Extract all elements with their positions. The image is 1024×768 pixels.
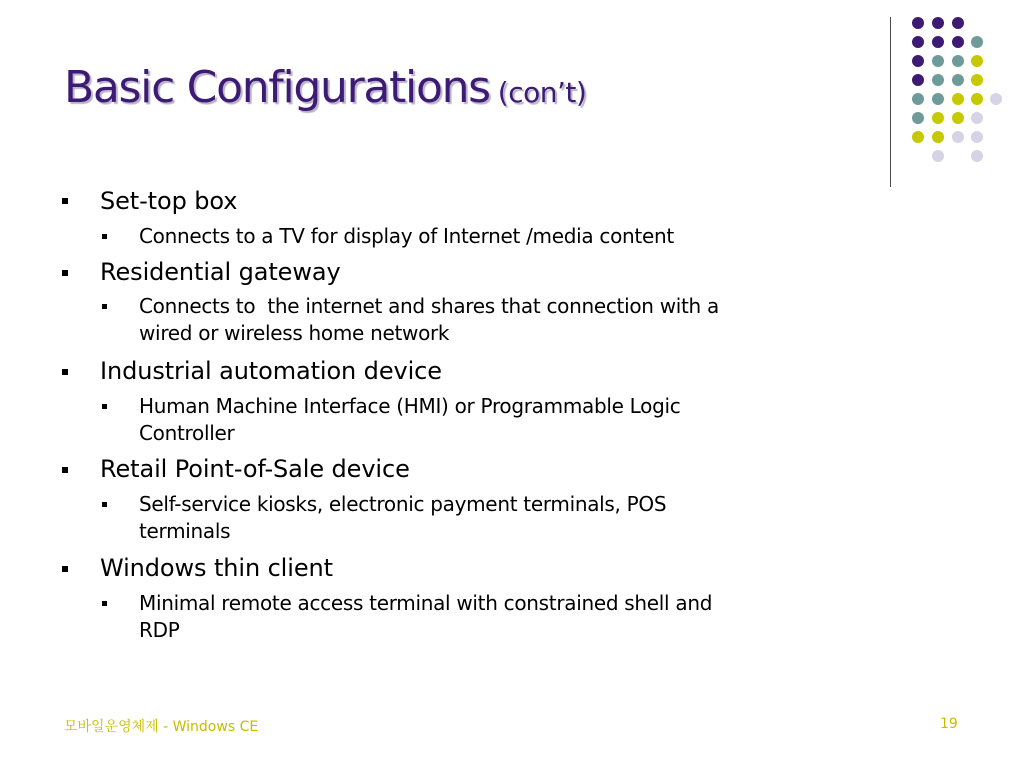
sub-bullet-item: Human Machine Interface (HMI) or Programmable Logic Controller [139,394,681,445]
slide-title-main: Basic Configurations [64,62,490,113]
sub-bullet-marker [102,234,107,239]
bullet-marker [62,369,68,375]
page-number: 19 [940,716,958,732]
sub-bullet-item: Minimal remote access terminal with constrained shell and RDP [139,591,713,642]
bullet-marker [62,198,68,204]
sub-bullet-item: Connects to a TV for display of Internet /media content [139,224,674,248]
bullet-item: Windows thin client [100,554,333,582]
footer-course-title: 모바일운영체제 - Windows CE [64,719,259,735]
bullet-item: Retail Point-of-Sale device [100,455,410,483]
sub-bullet-item: Self-service kiosks, electronic payment terminals, POS terminals [139,492,667,543]
bullet-marker [62,467,68,473]
bullet-item: Set-top box [100,187,238,215]
bullet-item: Residential gateway [100,258,341,286]
slide-title-sub: (con’t) [497,76,587,109]
sub-bullet-marker [102,601,107,606]
bullet-item: Industrial automation device [100,357,442,385]
sub-bullet-item: Connects to the internet and shares that connection with a wired or wireless home network [139,294,719,345]
sub-bullet-marker [102,404,107,409]
bullet-marker [62,566,68,572]
bullet-marker [62,270,68,276]
sub-bullet-marker [102,502,107,507]
sub-bullet-marker [102,304,107,309]
